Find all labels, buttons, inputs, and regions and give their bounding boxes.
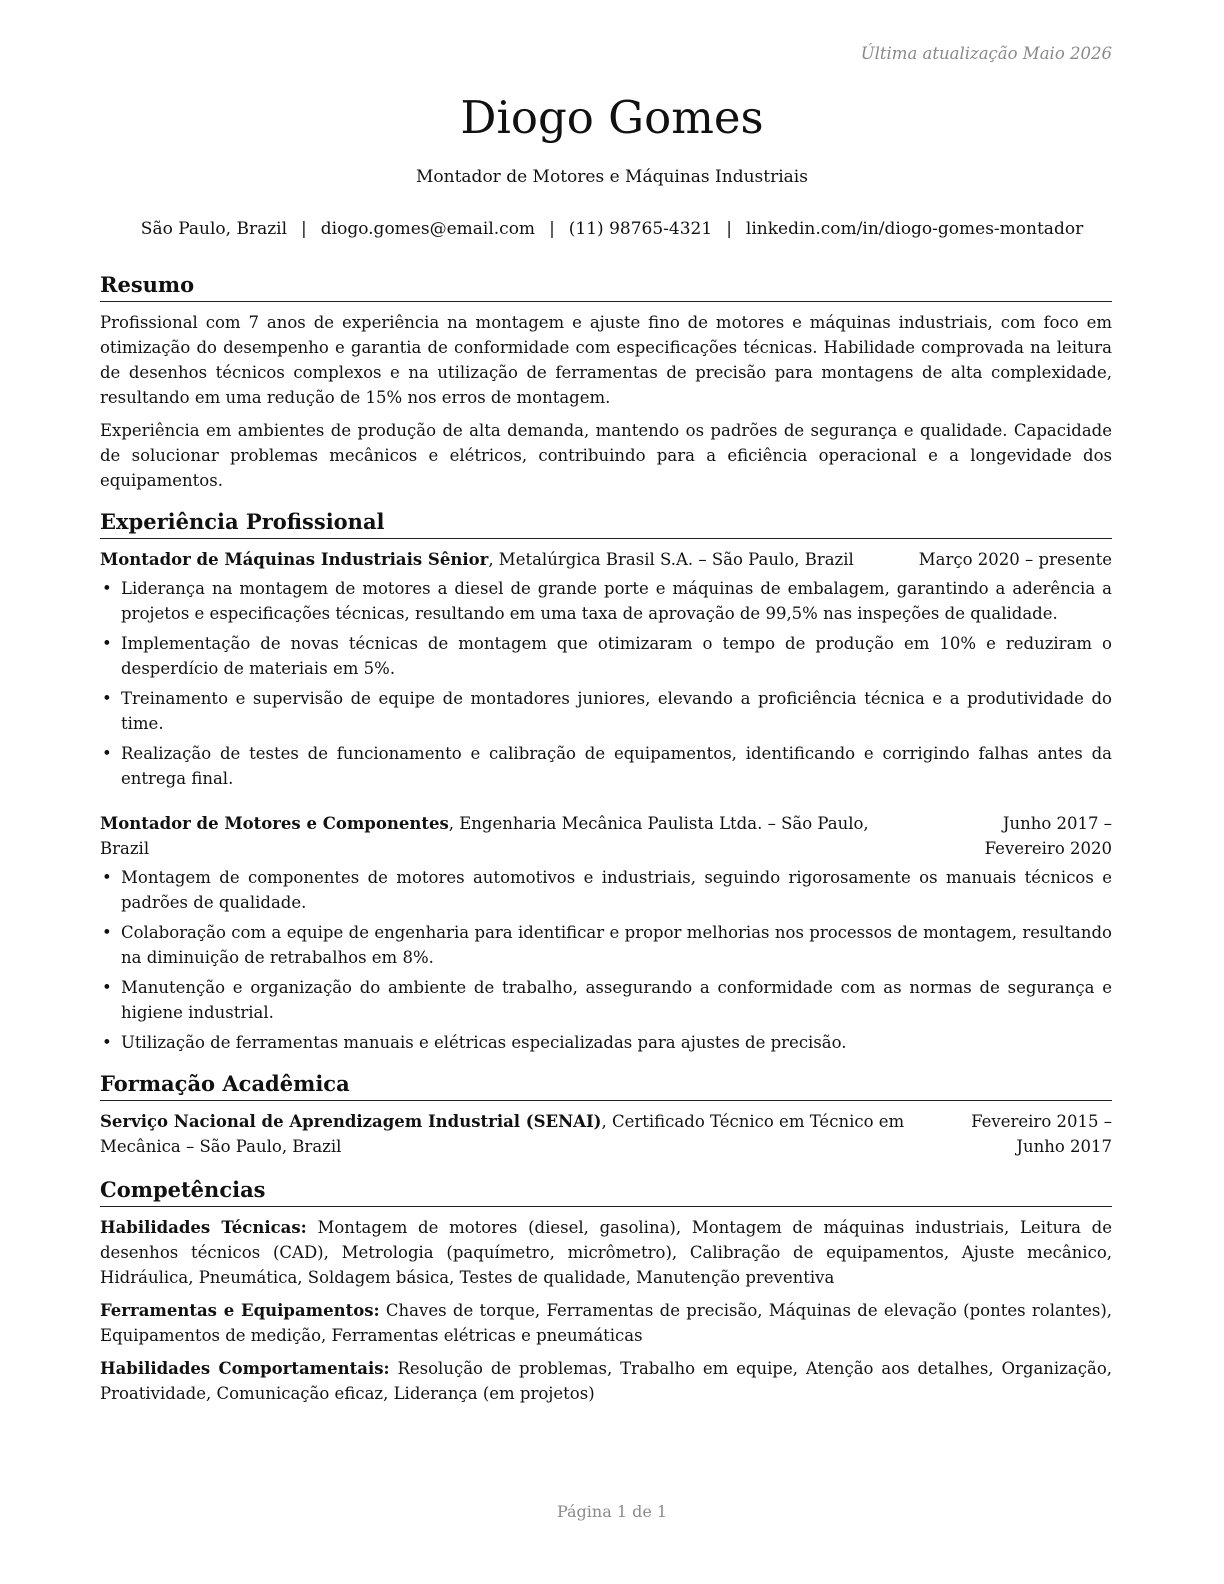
skill-group xyxy=(100,1298,1112,1348)
education-section xyxy=(100,1069,1112,1159)
skill-label: Habilidades Técnicas: xyxy=(100,1218,307,1237)
education-school: Serviço Nacional de Aprendizagem Industrial (SENAI) xyxy=(100,1112,602,1131)
list-item: • Liderança na montagem de motores a diesel de grande porte e máquinas de embalagem, garantindo a aderência a projetos e especificações técnicas, resultando em uma taxa de aprovação de 99,5% nas inspeções de qualidade. xyxy=(100,576,1112,626)
page-number: Página 1 de 1 xyxy=(556,1502,668,1521)
job-header xyxy=(100,547,1112,572)
skill-group xyxy=(100,1356,1112,1406)
candidate-title: Montador de Motores e Máquinas Industriais xyxy=(416,167,808,187)
skill-group xyxy=(100,1215,1112,1290)
job-company: , Engenharia Mecânica Paulista Ltda. – São Paulo, Brazil xyxy=(100,814,869,858)
summary-paragraph: Experiência em ambientes de produção de alta demanda, mantendo os padrões de segurança e qualidade. Capacidade de solucionar problemas mecânicos e elétricos, contribuindo para a eficiência operacional e a longevidade dos equipamentos. xyxy=(100,421,1112,490)
education-dates: Fevereiro 2015 – Junho 2017 xyxy=(971,1112,1112,1156)
job-company: , Metalúrgica Brasil S.A. – São Paulo, Brazil xyxy=(488,550,854,569)
job-dates: Março 2020 – presente xyxy=(918,550,1112,569)
education-detail: , Certificado Técnico em Técnico em Mecânica – São Paulo, Brazil xyxy=(100,1112,905,1156)
contact-email[interactable]: diogo.gomes@email.com xyxy=(320,219,536,239)
skill-text: Chaves de torque, Ferramentas de precisão, Máquinas de elevação (pontes rolantes), Equipamentos de medição, Ferramentas elétricas e pneumáticas xyxy=(100,1301,1113,1345)
summary-section xyxy=(100,270,1112,493)
skill-label: Habilidades Comportamentais: xyxy=(100,1359,390,1378)
last-updated: Última atualização Maio 2026 xyxy=(860,44,1112,63)
summary-paragraph: Profissional com 7 anos de experiência na montagem e ajuste fino de motores e máquinas industriais, com foco em otimização do desempenho e garantia de conformidade com especificações técnicas. Habilidade comprovada na leitura de desenhos técnicos complexos e na utilização de ferramentas de precisão para montagens de alta complexidade, resultando em uma redução de 15% nos erros de montagem. xyxy=(100,313,1112,407)
resume-body xyxy=(100,270,1112,1414)
list-item: • Colaboração com a equipe de engenharia para identificar e propor melhorias nos processos de montagem, resultando na diminuição de retrabalhos em 8%. xyxy=(100,920,1112,970)
job-role: Montador de Máquinas Industriais Sênior xyxy=(100,550,489,569)
list-item: • Realização de testes de funcionamento e calibração de equipamentos, identificando e corrigindo falhas antes da entrega final. xyxy=(100,741,1112,791)
contact-location: São Paulo, Brazil xyxy=(140,219,288,239)
contact-linkedin[interactable]: linkedin.com/in/diogo-gomes-montador xyxy=(745,219,1084,239)
skill-label: Ferramentas e Equipamentos: xyxy=(100,1301,380,1320)
education-entry xyxy=(100,1109,1112,1159)
candidate-name: Diogo Gomes xyxy=(460,91,764,144)
job-header xyxy=(100,811,1112,861)
job-role: Montador de Motores e Componentes xyxy=(100,814,449,833)
list-item: • Montagem de componentes de motores automotivos e industriais, seguindo rigorosamente os manuais técnicos e padrões de qualidade. xyxy=(100,865,1112,915)
contact-line: São Paulo, Brazil | diogo.gomes@email.com | (11) 98765-4321 | linkedin.com/in/diogo-gomes-montador xyxy=(140,219,1084,239)
skills-heading: Competências xyxy=(100,1175,1112,1207)
skill-text: Montagem de motores (diesel, gasolina), Montagem de máquinas industriais, Leitura de desenhos técnicos (CAD), Metrologia (paquímetro, micrômetro), Calibração de equipamentos, Ajuste mecânico, Hidráulica, Pneumática, Soldagem básica, Testes de qualidade, Manutenção preventiva xyxy=(100,1218,1113,1287)
job-bullets xyxy=(100,576,1112,791)
list-item: • Manutenção e organização do ambiente de trabalho, assegurando a conformidade com as normas de segurança e higiene industrial. xyxy=(100,975,1112,1025)
skills-section xyxy=(100,1175,1112,1406)
list-item: • Treinamento e supervisão de equipe de montadores juniores, elevando a proficiência técnica e a produtividade do time. xyxy=(100,686,1112,736)
job-dates: Junho 2017 – Fevereiro 2020 xyxy=(984,814,1112,858)
job-bullets xyxy=(100,865,1112,1055)
education-heading: Formação Acadêmica xyxy=(100,1069,1112,1101)
list-item: • Implementação de novas técnicas de montagem que otimizaram o tempo de produção em 10% e reduziram o desperdício de materiais em 5%. xyxy=(100,631,1112,681)
skill-text: Resolução de problemas, Trabalho em equipe, Atenção aos detalhes, Organização, Proatividade, Comunicação eficaz, Liderança (em projetos) xyxy=(100,1359,1112,1403)
experience-heading: Experiência Profissional xyxy=(100,507,1112,539)
list-item: • Utilização de ferramentas manuais e elétricas especializadas para ajustes de precisão. xyxy=(100,1030,1112,1055)
summary-heading: Resumo xyxy=(100,270,1112,302)
contact-phone[interactable]: (11) 98765-4321 xyxy=(568,219,713,239)
experience-section xyxy=(100,507,1112,1055)
